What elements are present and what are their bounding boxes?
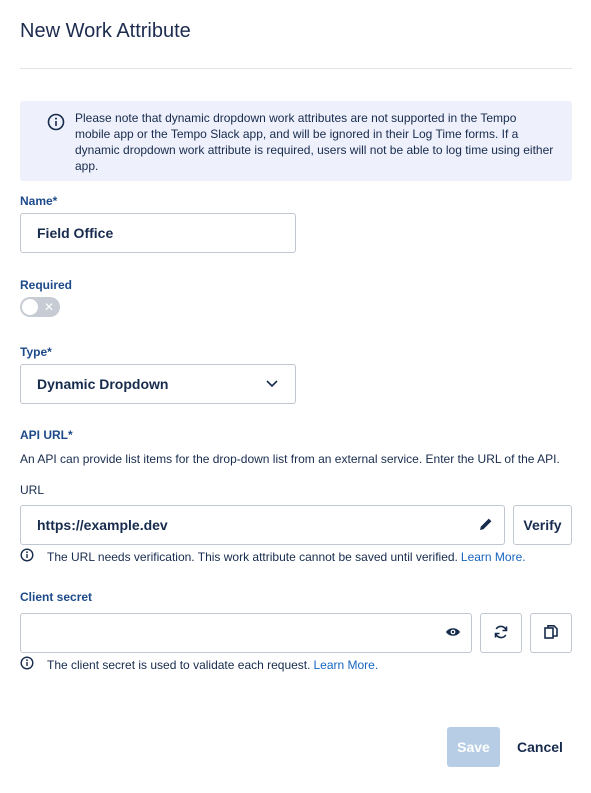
type-value: Dynamic Dropdown xyxy=(37,376,169,392)
required-label: Required xyxy=(20,278,73,292)
url-learn-more-link[interactable]: Learn More. xyxy=(460,549,526,564)
secret-note-text: The client secret is used to validate each request. xyxy=(47,657,311,672)
required-toggle[interactable] xyxy=(20,297,60,317)
type-select[interactable] xyxy=(20,364,296,404)
name-input[interactable] xyxy=(20,213,296,253)
client-secret-input[interactable] xyxy=(20,613,472,653)
url-value: https://example.dev xyxy=(37,517,168,533)
chevron-down-icon xyxy=(265,376,279,392)
refresh-icon xyxy=(493,624,509,643)
api-url-label: API URL* xyxy=(20,428,73,442)
secret-note xyxy=(20,656,378,673)
info-icon xyxy=(47,113,65,136)
pencil-icon[interactable] xyxy=(478,516,494,535)
eye-icon[interactable] xyxy=(445,625,461,641)
regenerate-secret-button[interactable] xyxy=(480,613,522,653)
toggle-off-icon: ✕ xyxy=(44,300,55,314)
client-secret-label: Client secret xyxy=(20,590,93,604)
header-divider xyxy=(20,68,572,69)
info-banner xyxy=(20,101,572,181)
info-icon xyxy=(20,548,34,565)
save-button[interactable]: Save xyxy=(447,727,500,767)
verify-button[interactable]: Verify xyxy=(513,505,572,545)
toggle-knob xyxy=(22,299,38,315)
api-description: An API can provide list items for the drop-down list from an external service. Enter the URL of the API. xyxy=(20,452,560,466)
name-label: Name* xyxy=(20,194,58,208)
url-note-text: The URL needs verification. This work attribute cannot be saved until verified. xyxy=(47,549,458,564)
type-label: Type* xyxy=(20,345,52,359)
cancel-button[interactable]: Cancel xyxy=(517,739,563,755)
copy-secret-button[interactable] xyxy=(530,613,572,653)
name-value: Field Office xyxy=(37,225,114,241)
url-label: URL xyxy=(20,483,45,497)
copy-icon xyxy=(543,624,559,643)
url-note xyxy=(20,548,526,565)
info-icon xyxy=(20,656,34,673)
secret-learn-more-link[interactable]: Learn More. xyxy=(313,657,379,672)
info-message: Please note that dynamic dropdown work attributes are not supported in the Tempo mobile app or the Tempo Slack app, and will be ignored in their Log Time forms. If a dynamic dropdown work attribute is required, users will not be able to log time using either app. xyxy=(75,111,554,173)
dialog-title: New Work Attribute xyxy=(20,20,191,42)
url-input[interactable] xyxy=(20,505,505,545)
